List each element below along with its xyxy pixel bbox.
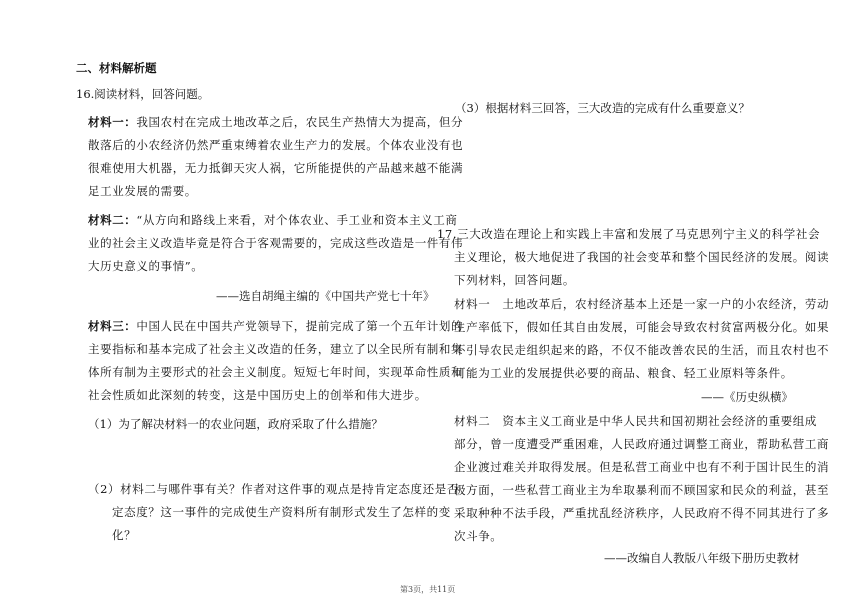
q17-m2-line-2: 部分，曾一度遭受严重困难，人民政府通过调整工商业，帮助私营工商 xyxy=(454,437,830,451)
q17-m2-line-6: 次斗争。 xyxy=(454,529,503,543)
q16-m1-line-3: 很难使用大机器，无力抵御天灾人祸，它所能提供的产品越来越不能满 xyxy=(88,161,464,175)
q17-m1-source: ——《历史纵横》 xyxy=(701,390,793,404)
q17-intro-line-3: 下列材料，回答问题。 xyxy=(454,273,575,287)
section-title: 二、材料解析题 xyxy=(76,61,157,75)
q16-m3-line-3: 体所有制为主要形式的社会主义制度。短短七年时间，实现革命性质和 xyxy=(88,365,464,379)
q17-m2-line-1: 材料二 资本主义工商业是中华人民共和国初期社会经济的重要组成 xyxy=(454,414,817,428)
q16-m1-line-1: 材料一：我国农村在完成土地改革之后，农民生产热情大为提高，但分 xyxy=(88,115,464,129)
q16-m1-line-4: 足工业发展的需要。 xyxy=(88,184,197,198)
q17-m2-line-5: 采取种种不法手段，严重扰乱经济秩序，人民政府不得不同其进行了多 xyxy=(454,506,830,520)
q16-m3-line-2: 主要指标和基本完成了社会主义改造的任务，建立了以全民所有制和集 xyxy=(88,342,464,356)
q17-m1-line-2: 生产率低下，假如任其自由发展，可能会导致农村贫富两极分化。如果 xyxy=(454,320,830,334)
page-footer: 第3页，共11页 xyxy=(400,585,456,594)
q17-m2-line-4: 极方面，一些私营工商业主为牟取暴利而不顾国家和民众的利益，甚至 xyxy=(454,483,830,497)
q16-intro: 16.阅读材料，回答问题。 xyxy=(76,87,210,101)
q16-sub2-line-3: 化？ xyxy=(112,528,137,542)
q17-intro-line-2: 主义理论，极大地促进了我国的社会变革和整个国民经济的发展。阅读 xyxy=(454,250,830,264)
q16-sub3: （3）根据材料三回答，三大改造的完成有什么重要意义？ xyxy=(455,101,750,115)
q16-m1-line-2: 散落后的小农经济仍然严重束缚着农业生产力的发展。个体农业没有也 xyxy=(88,138,464,152)
q16-m2-line-2: 业的社会主义改造毕竟是符合于客观需要的，完成这些改造是一件有伟 xyxy=(88,236,464,250)
q16-m3-label: 材料三： xyxy=(88,319,137,333)
q16-sub2-line-1: （2）材料二与哪件事有关？作者对这件事的观点是持肯定态度还是否 xyxy=(88,482,459,496)
q16-m3-line-1: 材料三：中国人民在中国共产党领导下，提前完成了第一个五年计划的 xyxy=(88,319,464,333)
q17-m2-line-3: 企业渡过难关并取得发展。但是私营工商业中也有不利于国计民生的消 xyxy=(454,460,830,474)
q16-sub1: （1）为了解决材料一的农业问题，政府采取了什么措施？ xyxy=(88,417,383,431)
q16-sub2-line-2: 定态度？这一事件的完成使生产资料所有制形式发生了怎样的变 xyxy=(112,505,451,519)
q17-intro-line-1: 17.三大改造在理论上和实践上丰富和发展了马克思列宁主义的科学社会 xyxy=(437,227,821,241)
q16-m3-line-4: 社会性质如此深刻的转变，这是中国历史上的创举和伟大进步。 xyxy=(88,388,427,402)
q17-m1-line-1: 材料一 土地改革后，农村经济基本上还是一家一户的小农经济，劳动 xyxy=(454,297,830,311)
q17-m2-source: ——改编自人教版八年级下册历史教材 xyxy=(604,551,800,565)
q17-m1-line-3: 不引导农民走组织起来的路，不仅不能改善农民的生活，而且农村也不 xyxy=(454,343,830,357)
q17-m1-line-4: 可能为工业的发展提供必要的商品、粮食、轻工业原料等条件。 xyxy=(454,366,793,380)
q16-m2-line-1: 材料二：“从方向和路线上来看，对个体农业、手工业和资本主义工商 xyxy=(88,213,458,227)
q16-m1-label: 材料一： xyxy=(88,115,137,129)
q16-m2-source: ——选自胡绳主编的《中国共产党七十年》 xyxy=(216,289,435,303)
q16-m2-label: 材料二： xyxy=(88,213,137,227)
q16-m2-line-3: 大历史意义的事情”。 xyxy=(88,259,204,273)
